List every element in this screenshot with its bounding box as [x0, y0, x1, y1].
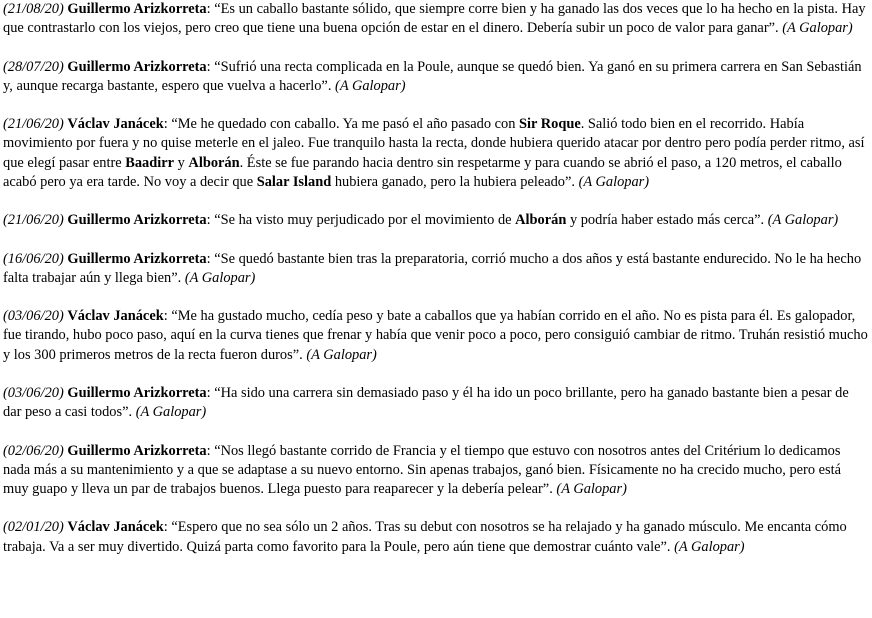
- quote-source: (A Galopar): [578, 173, 650, 190]
- quote-speaker: Václav Janácek: [67, 308, 164, 325]
- horse-name: Alborán: [188, 154, 240, 171]
- quote-speaker: Guillermo Arizkorreta: [67, 442, 207, 459]
- quote-text: hubiera ganado, pero la hubiera peleado”.: [331, 173, 575, 190]
- quote-date: (03/06/20): [3, 308, 64, 325]
- quote-source: (A Galopar): [556, 480, 627, 497]
- quote-date: (28/07/20): [3, 58, 64, 75]
- quote-paragraph: (21/06/20) Václav Janácek: “Me he quedado con caballo. Ya me pasó el año pasado con Sir Roque. Salió todo bien en el recorrido. Había movimiento por fuera y no quise meterle en el jaleo. Fue tranquilo hasta la recta, donde hubiera querido atacar por dentro pero podía perder ritmo, así que elegí pasar entre Baadirr y Alborán. Éste se fue parando hacia dentro sin respetarme y para cuando se abrió el paso, a 120 metros, el caballo acabó pero ya era tarde. No voy a decir que Salar Island hubiera ganado, pero la hubiera peleado”. (A Galopar): [3, 116, 865, 190]
- quote-source: (A Galopar): [782, 20, 853, 37]
- quote-text: “Espero que no sea sólo un 2 años. Tras su debut con nosotros se ha relajado y ha ganado músculo. Me encanta cómo trabaja. Va a ser muy divertido. Quizá parta como favorito para la Poule, pero aún tiene que demostrar cuánto vale”.: [3, 519, 847, 555]
- horse-name: Sir Roque: [519, 116, 581, 133]
- quote-text: “Se ha visto muy perjudicado por el movimiento de: [214, 212, 516, 229]
- quote-date: (02/01/20): [3, 519, 64, 536]
- horse-name: Baadirr: [125, 154, 175, 171]
- quote-source: (A Galopar): [135, 404, 207, 421]
- quote-speaker: Guillermo Arizkorreta: [67, 384, 207, 401]
- quote-text: “Me ha gustado mucho, cedía peso y bate a caballos que ya habían corrido en el año. No es pista para él. Es galopador, fue tirando, hubo poco paso, aquí en la curva tienes que frenar y había que venir poco a poco, pero consiguió cambiar de ritmo. Truhán resistió mucho y los 300 primeros metros de la recta fueron duros”.: [3, 308, 868, 363]
- quote-date: (02/06/20): [3, 442, 64, 459]
- quote-paragraph: (02/06/20) Guillermo Arizkorreta: “Nos llegó bastante corrido de Francia y el tiempo que estuvo con nosotros antes del Critérium lo dedicamos nada más a su mantenimiento y a que se adaptase a su nuevo entorno. Sin apenas trabajos, ganó bien. Físicamente no ha crecido mucho, pero está muy guapo y lleva un par de trabajos buenos. Llega puesto para reaparecer y la debería pelear”. (A Galopar): [3, 442, 841, 497]
- quote-speaker: Guillermo Arizkorreta: [67, 1, 207, 17]
- quote-date: (03/06/20): [3, 384, 64, 401]
- quote-speaker: Václav Janácek: [67, 116, 164, 133]
- quote-text: “Nos llegó bastante corrido de Francia y el tiempo que estuvo con nosotros antes del Critérium lo dedicamos nada más a su mantenimiento y a que se adaptase a su nuevo entorno. Sin apenas trabajos, ganó bien. Físicamente no ha crecido mucho, pero está muy guapo y lleva un par de trabajos buenos. Llega puesto para reaparecer y la debería pelear”.: [3, 442, 841, 497]
- quote-text: y podría haber estado más cerca”.: [566, 212, 765, 229]
- quote-text: y: [174, 154, 189, 171]
- quote-speaker: Guillermo Arizkorreta: [67, 212, 207, 229]
- quote-date: (21/08/20): [3, 1, 64, 17]
- quote-paragraph: (21/06/20) Guillermo Arizkorreta: “Se ha visto muy perjudicado por el movimiento de Alborán y podría haber estado más cerca”. (A Galopar): [3, 212, 839, 229]
- quote-text: “Es un caballo bastante sólido, que siempre corre bien y ha ganado las dos veces que lo ha hecho en la pista. Hay que contrastarlo con los viejos, pero creo que tiene una buena opción de estar en el dinero. Debería subir un poco de valor para ganar”.: [3, 1, 866, 37]
- quote-text: . Éste se fue parando hacia dentro sin respetarme y para cuando se abrió el paso, a 120 metros, el caballo acabó pero ya era tarde. No voy a decir que: [3, 154, 842, 190]
- quote-text: . Salió todo bien en el recorrido. Había movimiento por fuera y no quise meterle en el jaleo. Fue tranquilo hasta la recta, donde hubiera querido atacar por dentro pero podía perder ritmo, así que elegí pasar entre: [3, 116, 865, 171]
- quote-paragraph: (28/07/20) Guillermo Arizkorreta: “Sufrió una recta complicada en la Poule, aunque se quedó bien. Ya ganó en su primera carrera en San Sebastián y, aunque recarga bastante, espero que vuelva a hacerlo”. (A Galopar): [3, 58, 862, 94]
- quote-text: “Ha sido una carrera sin demasiado paso y él ha ido un poco brillante, pero ha ganado bastante bien a pesar de dar peso a casi todos”.: [3, 384, 849, 421]
- quote-source: (A Galopar): [767, 212, 839, 229]
- horse-name: Alborán: [515, 212, 567, 229]
- quote-speaker: Václav Janácek: [67, 519, 164, 536]
- quote-source: (A Galopar): [184, 269, 256, 286]
- quote-text: “Sufrió una recta complicada en la Poule, aunque se quedó bien. Ya ganó en su primera carrera en San Sebastián y, aunque recarga bastante, espero que vuelva a hacerlo”.: [3, 58, 862, 94]
- quote-speaker: Guillermo Arizkorreta: [67, 58, 207, 75]
- quote-date: (21/06/20): [3, 212, 64, 229]
- quote-speaker: Guillermo Arizkorreta: [67, 250, 207, 267]
- quote-date: (21/06/20): [3, 116, 64, 133]
- quote-text: “Se quedó bastante bien tras la preparatoria, corrió mucho a dos años y está bastante endurecido. No le ha hecho falta trabajar aún y llega bien”.: [3, 250, 862, 286]
- quote-date: (16/06/20): [3, 250, 64, 267]
- quote-paragraph: (03/06/20) Václav Janácek: “Me ha gustado mucho, cedía peso y bate a caballos que ya habían corrido en el año. No es pista para él. Es galopador, fue tirando, hubo poco paso, aquí en la curva tienes que frenar y había que venir poco a poco, pero consiguió cambiar de ritmo. Truhán resistió mucho y los 300 primeros metros de la recta fueron duros”. (A Galopar): [3, 308, 868, 363]
- quote-paragraph: (03/06/20) Guillermo Arizkorreta: “Ha sido una carrera sin demasiado paso y él ha ido un poco brillante, pero ha ganado bastante bien a pesar de dar peso a casi todos”. (A Galopar): [3, 384, 849, 421]
- quote-source: (A Galopar): [674, 538, 745, 555]
- quote-source: (A Galopar): [306, 346, 377, 363]
- quote-paragraph: (02/01/20) Václav Janácek: “Espero que no sea sólo un 2 años. Tras su debut con nosotros se ha relajado y ha ganado músculo. Me encanta cómo trabaja. Va a ser muy divertido. Quizá parta como favorito para la Poule, pero aún tiene que demostrar cuánto vale”. (A Galopar): [3, 519, 847, 555]
- quote-paragraph: (21/08/20) Guillermo Arizkorreta: “Es un caballo bastante sólido, que siempre corre bien y ha ganado las dos veces que lo ha hecho en la pista. Hay que contrastarlo con los viejos, pero creo que tiene una buena opción de estar en el dinero. Debería subir un poco de valor para ganar”. (A Galopar): [3, 1, 866, 37]
- quote-paragraph: (16/06/20) Guillermo Arizkorreta: “Se quedó bastante bien tras la preparatoria, corrió mucho a dos años y está bastante endurecido. No le ha hecho falta trabajar aún y llega bien”. (A Galopar): [3, 250, 862, 286]
- quote-source: (A Galopar): [335, 77, 406, 94]
- quote-text: “Me he quedado con caballo. Ya me pasó el año pasado con: [171, 116, 519, 133]
- horse-name: Salar Island: [256, 173, 332, 190]
